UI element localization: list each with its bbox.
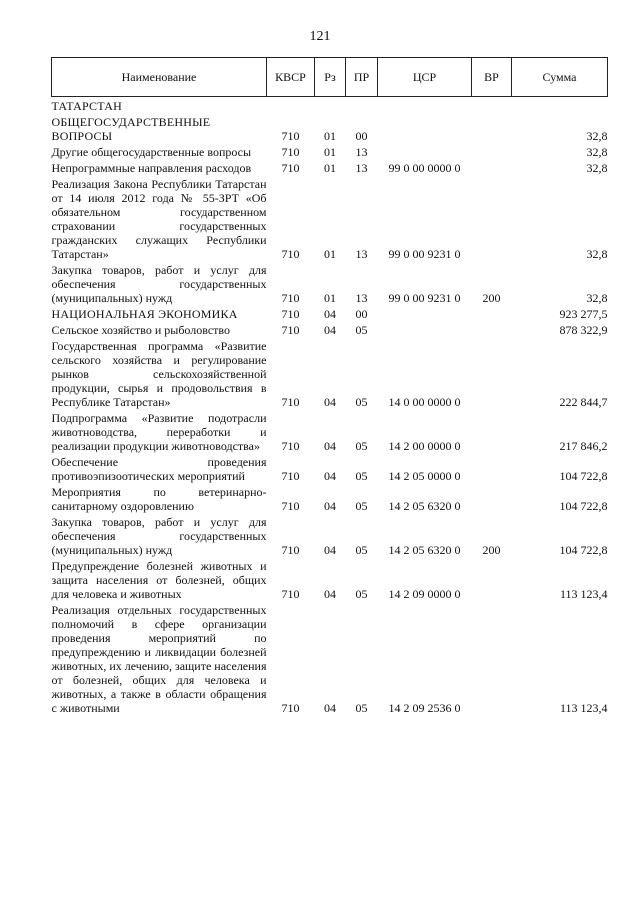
row-csr: 14 2 09 0000 0 <box>388 587 461 601</box>
row-rz: 04 <box>324 439 336 453</box>
row-vr <box>472 97 512 115</box>
row-name: Сельское хозяйство и рыболовство <box>51 323 231 337</box>
row-pr: 00 <box>355 307 368 321</box>
row-rz: 01 <box>324 145 336 159</box>
table-row <box>52 176 608 262</box>
row-name: Закупка товаров, работ и услуг для обеспечения государственных (муниципальных) нужд <box>51 515 267 557</box>
row-kvsr: 710 <box>281 129 300 143</box>
row-vr <box>472 410 512 454</box>
row-name: Обеспечение проведения противоэпизоотических мероприятий <box>51 455 267 483</box>
row-sum: 32,8 <box>586 161 608 175</box>
table-row <box>52 262 608 306</box>
row-sum: 32,8 <box>586 247 608 261</box>
row-vr <box>472 558 512 602</box>
row-csr: 14 2 09 2536 0 <box>388 701 461 715</box>
row-name: Закупка товаров, работ и услуг для обеспечения государственных (муниципальных) нужд <box>51 263 267 305</box>
row-vr <box>472 484 512 514</box>
row-kvsr: 710 <box>281 307 300 321</box>
table-row <box>52 410 608 454</box>
row-rz: 01 <box>324 247 336 261</box>
row-csr: 14 2 00 0000 0 <box>388 439 461 453</box>
header-csr: ЦСР <box>378 58 472 97</box>
row-vr <box>472 454 512 484</box>
table-row <box>52 114 608 144</box>
row-csr: 14 2 05 6320 0 <box>388 543 461 557</box>
row-kvsr: 710 <box>281 701 300 715</box>
row-pr: 05 <box>355 701 368 715</box>
table-row <box>52 322 608 338</box>
row-sum: 878 322,9 <box>559 323 608 337</box>
row-sum: 217 846,2 <box>559 439 608 453</box>
table-row <box>52 160 608 176</box>
row-vr <box>472 306 512 322</box>
row-pr: 05 <box>355 323 368 337</box>
row-rz: 04 <box>324 543 336 557</box>
row-vr <box>472 602 512 716</box>
row-name: Подпрограмма «Развитие подотрасли животноводства, переработки и реализации продукции животноводства» <box>51 411 267 453</box>
row-rz: 04 <box>324 395 336 409</box>
row-kvsr: 710 <box>281 161 300 175</box>
row-csr <box>378 144 472 160</box>
row-kvsr: 710 <box>281 395 300 409</box>
header-name: Наименование <box>52 58 267 97</box>
row-name: Реализация Закона Республики Татарстан от 14 июля 2012 года № 55-ЗРТ «Об обязательном государственном страховании государственных гражданских служащих Республики Татарстан» <box>51 177 267 261</box>
row-rz: 04 <box>324 323 336 337</box>
row-sum: 32,8 <box>586 291 608 305</box>
row-csr: 14 0 00 0000 0 <box>388 395 461 409</box>
row-kvsr: 710 <box>281 323 300 337</box>
row-name: Другие общегосударственные вопросы <box>51 145 252 159</box>
row-kvsr: 710 <box>281 499 300 513</box>
row-name: НАЦИОНАЛЬНАЯ ЭКОНОМИКА <box>51 307 238 321</box>
table-row <box>52 97 608 115</box>
row-kvsr: 710 <box>281 469 300 483</box>
row-pr: 05 <box>355 469 368 483</box>
row-pr <box>346 97 378 115</box>
row-csr: 99 0 00 9231 0 <box>388 247 461 261</box>
row-vr <box>472 176 512 262</box>
header-rz: Рз <box>315 58 346 97</box>
row-pr: 05 <box>355 499 368 513</box>
row-rz: 04 <box>324 469 336 483</box>
row-vr <box>472 338 512 410</box>
row-pr: 05 <box>355 439 368 453</box>
row-pr: 13 <box>355 161 368 175</box>
row-pr: 00 <box>355 129 368 143</box>
row-csr <box>378 97 472 115</box>
row-rz: 01 <box>324 129 336 143</box>
row-sum: 104 722,8 <box>559 543 608 557</box>
row-name: Мероприятия по ветеринарно-санитарному оздоровлению <box>51 485 267 513</box>
row-sum: 113 123,4 <box>559 701 608 715</box>
row-csr <box>378 306 472 322</box>
table-row <box>52 558 608 602</box>
row-vr: 200 <box>482 543 501 557</box>
row-pr: 05 <box>355 587 368 601</box>
row-csr <box>378 322 472 338</box>
row-name: Предупреждение болезней животных и защита населения от болезней, общих для человека и животных <box>51 559 267 601</box>
row-sum <box>512 97 608 115</box>
row-vr <box>472 144 512 160</box>
row-kvsr: 710 <box>281 543 300 557</box>
header-kvsr: КВСР <box>267 58 315 97</box>
row-name: Реализация отдельных государственных полномочий в сфере организации проведения мероприятий по предупреждению и ликвидации болезней животных, их лечению, защите населения от болезней, общих для человека и животных, а также в области обращения с животными <box>51 603 267 715</box>
row-kvsr: 710 <box>281 587 300 601</box>
row-pr: 13 <box>355 291 368 305</box>
row-csr: 14 2 05 6320 0 <box>388 499 461 513</box>
row-kvsr: 710 <box>281 145 300 159</box>
row-name: ОБЩЕГОСУДАРСТВЕННЫЕ ВОПРОСЫ <box>51 115 211 143</box>
row-name: Государственная программа «Развитие сельского хозяйства и регулирование рынков сельскохозяйственной продукции, сырья и продовольствия в Республике Татарстан» <box>51 339 267 409</box>
row-rz: 04 <box>324 587 336 601</box>
table-row <box>52 338 608 410</box>
row-rz: 01 <box>324 161 336 175</box>
row-kvsr: 710 <box>281 291 300 305</box>
row-sum: 222 844,7 <box>559 395 608 409</box>
row-rz: 04 <box>324 701 336 715</box>
row-kvsr <box>267 97 315 115</box>
row-rz <box>315 97 346 115</box>
row-pr: 13 <box>355 247 368 261</box>
row-csr: 14 2 05 0000 0 <box>388 469 461 483</box>
row-pr: 05 <box>355 543 368 557</box>
row-csr: 99 0 00 9231 0 <box>388 291 461 305</box>
row-sum: 113 123,4 <box>559 587 608 601</box>
row-vr <box>472 322 512 338</box>
row-sum: 104 722,8 <box>559 469 608 483</box>
table-row <box>52 602 608 716</box>
row-sum: 32,8 <box>586 145 608 159</box>
row-sum: 32,8 <box>586 129 608 143</box>
row-sum: 923 277,5 <box>559 307 608 321</box>
budget-table <box>51 57 608 716</box>
row-sum: 104 722,8 <box>559 499 608 513</box>
table-row <box>52 484 608 514</box>
row-vr <box>472 160 512 176</box>
row-vr: 200 <box>482 291 501 305</box>
header-pr: ПР <box>346 58 378 97</box>
row-vr <box>472 114 512 144</box>
header-vr: ВР <box>472 58 512 97</box>
row-kvsr: 710 <box>281 439 300 453</box>
row-rz: 04 <box>324 499 336 513</box>
row-pr: 13 <box>355 145 368 159</box>
page-number: 121 <box>309 29 331 44</box>
row-kvsr: 710 <box>281 247 300 261</box>
row-rz: 04 <box>324 307 336 321</box>
row-csr: 99 0 00 0000 0 <box>388 161 461 175</box>
table-row <box>52 514 608 558</box>
table-row <box>52 454 608 484</box>
row-name: Непрограммные направления расходов <box>51 161 252 175</box>
header-sum: Сумма <box>512 58 608 97</box>
row-name: ТАТАРСТАН <box>51 99 122 113</box>
row-csr <box>378 114 472 144</box>
row-pr: 05 <box>355 395 368 409</box>
row-rz: 01 <box>324 291 336 305</box>
table-row <box>52 306 608 322</box>
table-header-row <box>52 58 608 97</box>
table-row <box>52 144 608 160</box>
